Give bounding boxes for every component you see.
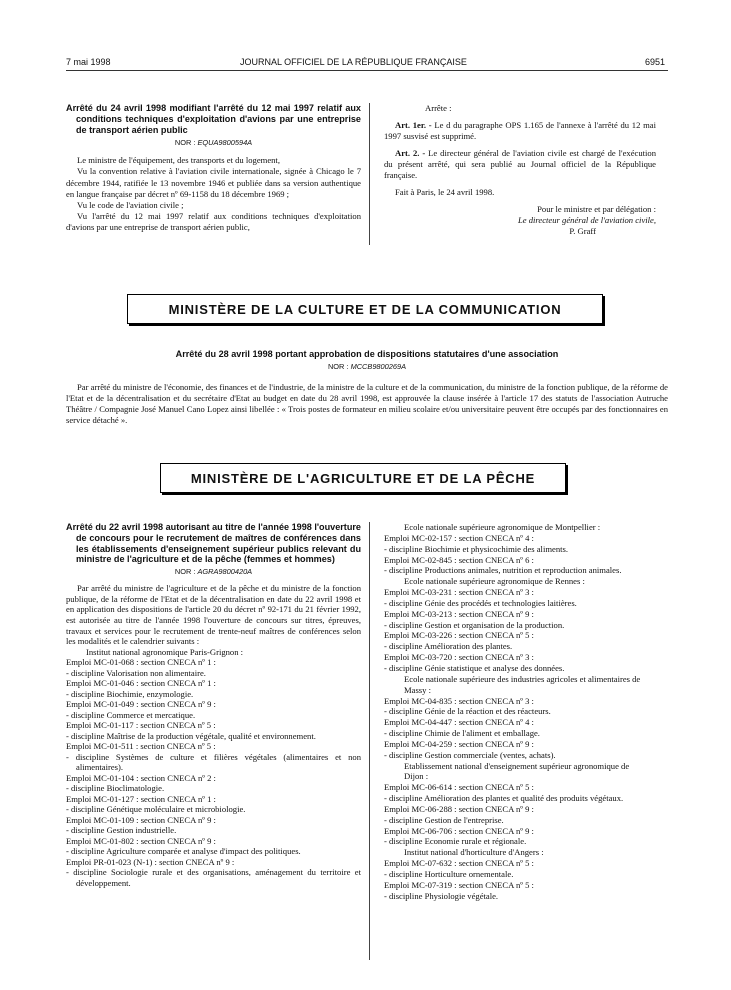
arrete3-right-column [384, 522, 656, 902]
article-1: Art. 1er. - Le d du paragraphe OPS 1.165 de l'annexe à l'arrêté du 12 mai 1997 susvisé est supprimé. [384, 120, 656, 142]
discipline-line: - discipline Gestion et organisation de la production. [384, 619, 565, 630]
signature-line-2: Le directeur général de l'aviation civile, [517, 215, 656, 226]
discipline-line: - discipline Gestion de l'entreprise. [384, 814, 504, 825]
column-divider [369, 103, 370, 245]
discipline-line: - discipline Chimie de l'aliment et emballage. [384, 728, 540, 739]
signature-line-1: Pour le ministre et par délégation : [537, 204, 656, 215]
discipline-line: - discipline Amélioration des plantes. [384, 641, 513, 652]
position-line: Emploi MC-01-127 : section CNECA nº 1 : [66, 793, 216, 804]
nor-code: AGRA9800420A [197, 567, 253, 577]
discipline-line: - discipline Commerce et mercatique. [66, 709, 196, 720]
discipline-line: - discipline Génie des procédés et technologies laitières. [384, 597, 577, 608]
position-line: Emploi MC-01-046 : section CNECA nº 1 : [66, 678, 216, 689]
arrete1-left-column [66, 103, 361, 233]
position-line: Emploi MC-02-845 : section CNECA nº 6 : [384, 554, 534, 565]
journal-title: JOURNAL OFFICIEL DE LA RÉPUBLIQUE FRANÇAISE [240, 57, 467, 67]
position-line: Emploi MC-01-117 : section CNECA nº 5 : [66, 720, 216, 731]
ministry-agriculture-heading: MINISTÈRE DE L'AGRICULTURE ET DE LA PÊCHE [160, 463, 566, 493]
arrete1-para: Le ministre de l'équipement, des transports et du logement, [77, 155, 280, 166]
arrete3-title: Arrêté du 22 avril 1998 autorisant au titre de l'année 1998 l'ouverture de concours pour le recrutement de maîtres de conférences dans les établissements d'enseignement supérieur publics relevant du ministre de l'agriculture et de la pêche (femmes et hommes) [66, 522, 361, 565]
position-line: Emploi MC-03-213 : section CNECA nº 9 : [384, 608, 534, 619]
ministry-culture-heading: MINISTÈRE DE LA CULTURE ET DE LA COMMUNICATION [127, 294, 603, 324]
discipline-line: - discipline Bioclimatologie. [66, 783, 165, 794]
arrete2-nor: NOR : MCCB9800269A [327, 362, 407, 371]
arrete1-para: Vu le code de l'aviation civile ; [77, 199, 184, 210]
institution-heading: Ecole nationale supérieure agronomique de Rennes : [404, 576, 585, 587]
position-line: Emploi MC-02-157 : section CNECA nº 4 : [384, 532, 534, 543]
page-number: 6951 [645, 57, 666, 67]
arrete1-title: Arrêté du 24 avril 1998 modifiant l'arrêté du 12 mai 1997 relatif aux conditions techniques d'exploitation d'avions par une entreprise de transport aérien public [66, 103, 361, 135]
discipline-line: - discipline Productions animales, nutrition et reproduction animales. [384, 565, 622, 576]
fait-date: Fait à Paris, le 24 avril 1998. [395, 187, 495, 198]
discipline-line: - discipline Horticulture ornementale. [384, 869, 514, 879]
arrete1-para: Vu la convention relative à l'aviation civile internationale, signée à Chicago le 7 décembre 1944, ratifiée le 13 novembre 1946 et publiée dans sa version authentique en langue française par décret nº 69-1158 du 18 décembre 1969 ; [66, 166, 361, 199]
institution-heading: Institut national d'horticulture d'Angers : [404, 847, 544, 858]
discipline-line: - discipline Systèmes de culture et filières végétales (alimentaires et non alimentaires). [66, 751, 361, 773]
arrete3-intro: Par arrêté du ministre de l'agriculture et de la pêche et du ministre de la fonction publique, de la réforme de l'Etat et de la décentralisation en date du 22 avril 1998 et en application des dispositions de l'article 20 du décret nº 92-171 du 21 février 1992, est autorisée au titre de l'année 1998 l'ouverture de concours sur titres, épreuves, travaux et services pour le recrutement de trente-neuf maîtres de conférences selon les modalités et le calendrier suivants : [66, 583, 361, 647]
positions-list-left [66, 647, 361, 889]
institution-heading: Ecole nationale supérieure des industries agricoles et alimentaires de Massy : [404, 673, 641, 695]
arrete2-title: Arrêté du 28 avril 1998 portant approbation de dispositions statutaires d'une association [175, 349, 559, 359]
position-line: Emploi MC-06-288 : section CNECA nº 9 : [384, 803, 534, 814]
position-line: Emploi MC-01-104 : section CNECA nº 2 : [66, 772, 216, 783]
arrete2-text: Par arrêté du ministre de l'économie, des finances et de l'industrie, de la ministre de la culture et de la communication, du ministre de la fonction publique, de la réforme de l'Etat et de la décentralisation et du secrétaire d'Etat au budget en date du 28 avril 1998, est approuvée la clause insérée à l'article 17 des statuts de l'association Autruche Théâtre / Compagnie José Manuel Cano Lopez ainsi libellée : « Trois postes de formateur en milieu scolaire et/ou universitaire peuvent être occupés par des fonctionnaires en service détaché ». [66, 382, 668, 426]
arrete1-para: Vu l'arrêté du 12 mai 1997 relatif aux conditions techniques d'exploitation d'avions par une entreprise de transport aérien public, [66, 210, 361, 232]
position-line: Emploi MC-06-614 : section CNECA nº 5 : [384, 782, 534, 793]
discipline-line: - discipline Génie de la réaction et des réacteurs. [384, 706, 551, 717]
institution-heading: Ecole nationale supérieure agronomique de Montpellier : [404, 522, 601, 532]
position-line: Emploi MC-01-802 : section CNECA nº 9 : [66, 835, 216, 846]
discipline-line: - discipline Sociologie rurale et des organisations, aménagement du territoire et développement. [66, 867, 361, 888]
position-line: Emploi MC-03-226 : section CNECA nº 5 : [384, 630, 534, 641]
position-line: Emploi MC-07-319 : section CNECA nº 5 : [384, 879, 534, 890]
discipline-line: - discipline Gestion industrielle. [66, 825, 177, 836]
institution-heading: Etablissement national d'enseignement supérieur agronomique de Dijon : [404, 760, 630, 782]
institution-heading: Institut national agronomique Paris-Grignon : [86, 646, 244, 657]
position-line: Emploi MC-04-447 : section CNECA nº 4 : [384, 717, 534, 728]
position-line: Emploi MC-03-720 : section CNECA nº 3 : [384, 652, 534, 663]
arrete1-right-column [384, 103, 656, 237]
signature-name: P. Graff [569, 226, 596, 237]
discipline-line: - discipline Génétique moléculaire et microbiologie. [66, 804, 246, 815]
nor-code: EQUA9800594A [197, 138, 253, 148]
position-line: Emploi MC-01-049 : section CNECA nº 9 : [66, 699, 216, 710]
discipline-line: - discipline Biochimie et physicochimie des aliments. [384, 543, 569, 554]
discipline-line: - discipline Valorisation non alimentaire. [66, 667, 206, 678]
discipline-line: - discipline Biochimie, enzymologie. [66, 688, 194, 699]
position-line: Emploi MC-04-835 : section CNECA nº 3 : [384, 695, 534, 706]
discipline-line: - discipline Economie rurale et régionale. [384, 836, 527, 847]
arrete3-left-column [66, 522, 361, 888]
discipline-line: - discipline Physiologie végétale. [384, 890, 499, 901]
position-line: Emploi MC-01-109 : section CNECA nº 9 : [66, 814, 216, 825]
nor-code: MCCB9800269A [350, 362, 407, 371]
arrete1-nor: NOR : EQUA9800594A [174, 138, 253, 148]
arrete-word: Arrête : [425, 103, 452, 113]
arrete3-nor: NOR : AGRA9800420A [174, 567, 253, 577]
discipline-line: - discipline Maîtrise de la production végétale, qualité et environnement. [66, 730, 316, 741]
position-line: Emploi PR-01-023 (N-1) : section CNECA nº 9 : [66, 856, 235, 867]
column-divider [369, 522, 370, 960]
header-rule [66, 70, 668, 71]
position-line: Emploi MC-01-511 : section CNECA nº 5 : [66, 741, 216, 752]
discipline-line: - discipline Génie statistique et analyse des données. [384, 662, 565, 673]
header-date: 7 mai 1998 [66, 57, 111, 67]
position-line: Emploi MC-07-632 : section CNECA nº 5 : [384, 858, 534, 869]
position-line: Emploi MC-03-231 : section CNECA nº 3 : [384, 587, 534, 598]
position-line: Emploi MC-06-706 : section CNECA nº 9 : [384, 825, 534, 836]
article-2: Art. 2. - Le directeur général de l'aviation civile est chargé de l'exécution du présent arrêté, qui sera publié au Journal officiel de la République française. [384, 148, 657, 181]
discipline-line: - discipline Agriculture comparée et analyse d'impact des politiques. [66, 846, 301, 857]
position-line: Emploi MC-04-259 : section CNECA nº 9 : [384, 738, 534, 749]
discipline-line: - discipline Amélioration des plantes et qualité des produits végétaux. [384, 793, 624, 804]
position-line: Emploi MC-01-068 : section CNECA nº 1 : [66, 657, 216, 668]
discipline-line: - discipline Gestion commerciale (ventes, achats). [384, 749, 556, 760]
positions-list-right [384, 522, 656, 902]
